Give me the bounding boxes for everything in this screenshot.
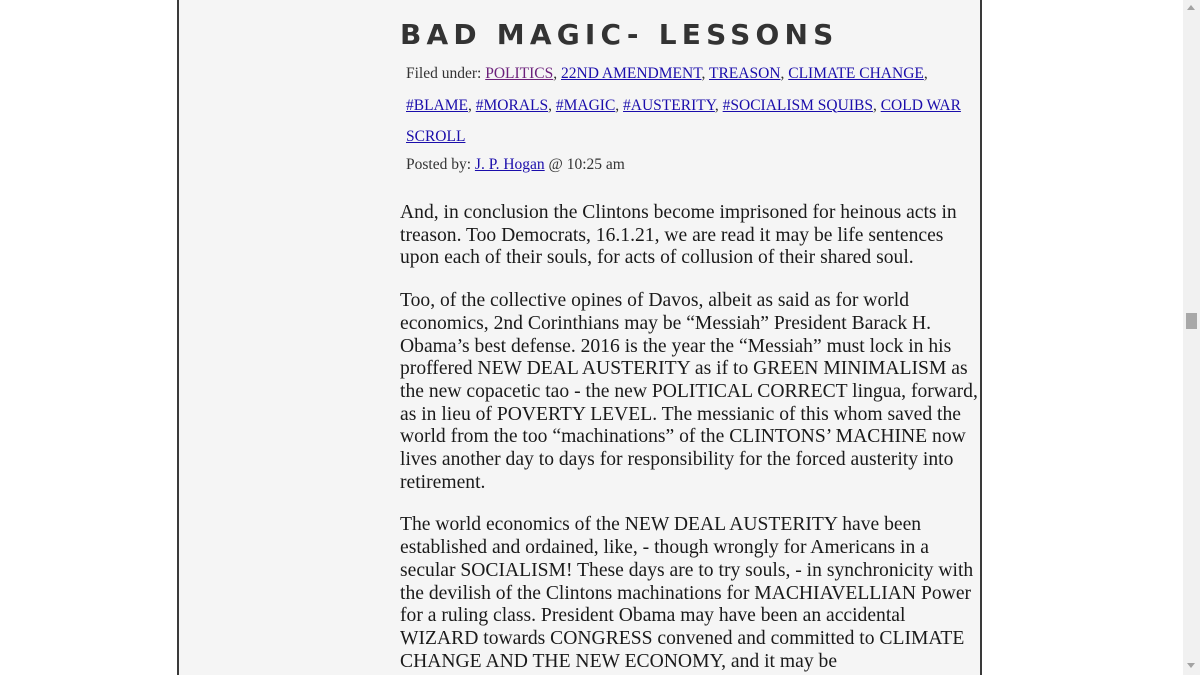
filed-under-label: Filed under: [406,65,482,82]
post-body [400,202,980,675]
category-link-politics[interactable]: POLITICS [485,65,554,82]
category-link-magic[interactable]: #MAGIC [555,96,616,114]
category-link-socialism-squibs[interactable]: #SOCIALISM SQUIBS [722,96,873,114]
category-link-climate-change[interactable]: CLIMATE CHANGE [788,65,924,82]
paragraph: The world economics of the NEW DEAL AUSTERITY have been established and ordained, like, - though wrongly for Americans in a secular SOCIALISM! These days are to try souls, - in synchronicity with the devilish of the Clintons machinations for MACHIAVELLIAN Power for a ruling class. President Obama may have been an accidental WIZARD towards CONGRESS convened and committed to CLIMATE CHANGE AND THE NEW ECONOMY, and it may be [400,514,974,672]
category-link-morals[interactable]: #MORALS [475,96,549,114]
posted-by-label: Posted by: [406,156,472,173]
paragraph: Too, of the collective opines of Davos, albeit as said as for world economics, 2nd Corinthians may be “Messiah” President Barack H. Obama’s best defense. 2016 is the year the “Messiah” must lock in his proffered NEW DEAL AUSTERITY as if to GREEN MINIMALISM as the new copacetic tao - the new POLITICAL CORRECT lingua, forward, as in lieu of POVERTY LEVEL. The messianic of this whom saved the world from the too “machinations” of the CLINTONS’ MACHINE now lives another day to days for responsibility for the forced austerity into retirement. [400,290,978,493]
category-link-austerity[interactable]: #AUSTERITY [623,96,715,114]
arrow-down-icon[interactable] [1187,663,1195,668]
category-link-blame[interactable]: #BLAME [406,96,468,114]
arrow-up-icon[interactable] [1187,5,1195,10]
content-area [177,0,982,675]
paragraph: And, in conclusion the Clintons become imprisoned for heinous acts in treason. Too Democrats, 16.1.21, we are read it may be life sentences upon each of their souls, for acts of collusion of their shared soul. [400,202,957,269]
time-separator: @ [548,156,563,173]
post-byline [406,151,980,179]
post-title: BAD MAGIC- LESSONS [400,18,839,51]
filed-under: Filed under: POLITICS, 22ND AMENDMENT, TREASON, CLIMATE CHANGE, #BLAME, #MORALS, #MAGIC, #AUSTERITY, #SOCIALISM SQUIBS, COLD WAR SCROLL [406,65,961,145]
category-link-22nd-amendment[interactable]: 22ND AMENDMENT [561,65,702,82]
category-link-treason[interactable]: TREASON [709,65,781,82]
author-link[interactable]: J. P. Hogan [474,156,545,173]
vertical-scrollbar[interactable] [1183,0,1200,675]
scrollbar-thumb[interactable] [1186,313,1197,329]
post-time: 10:25 am [566,156,625,173]
category-link-cold-war-scroll[interactable]: COLD WAR SCROLL [406,96,961,145]
